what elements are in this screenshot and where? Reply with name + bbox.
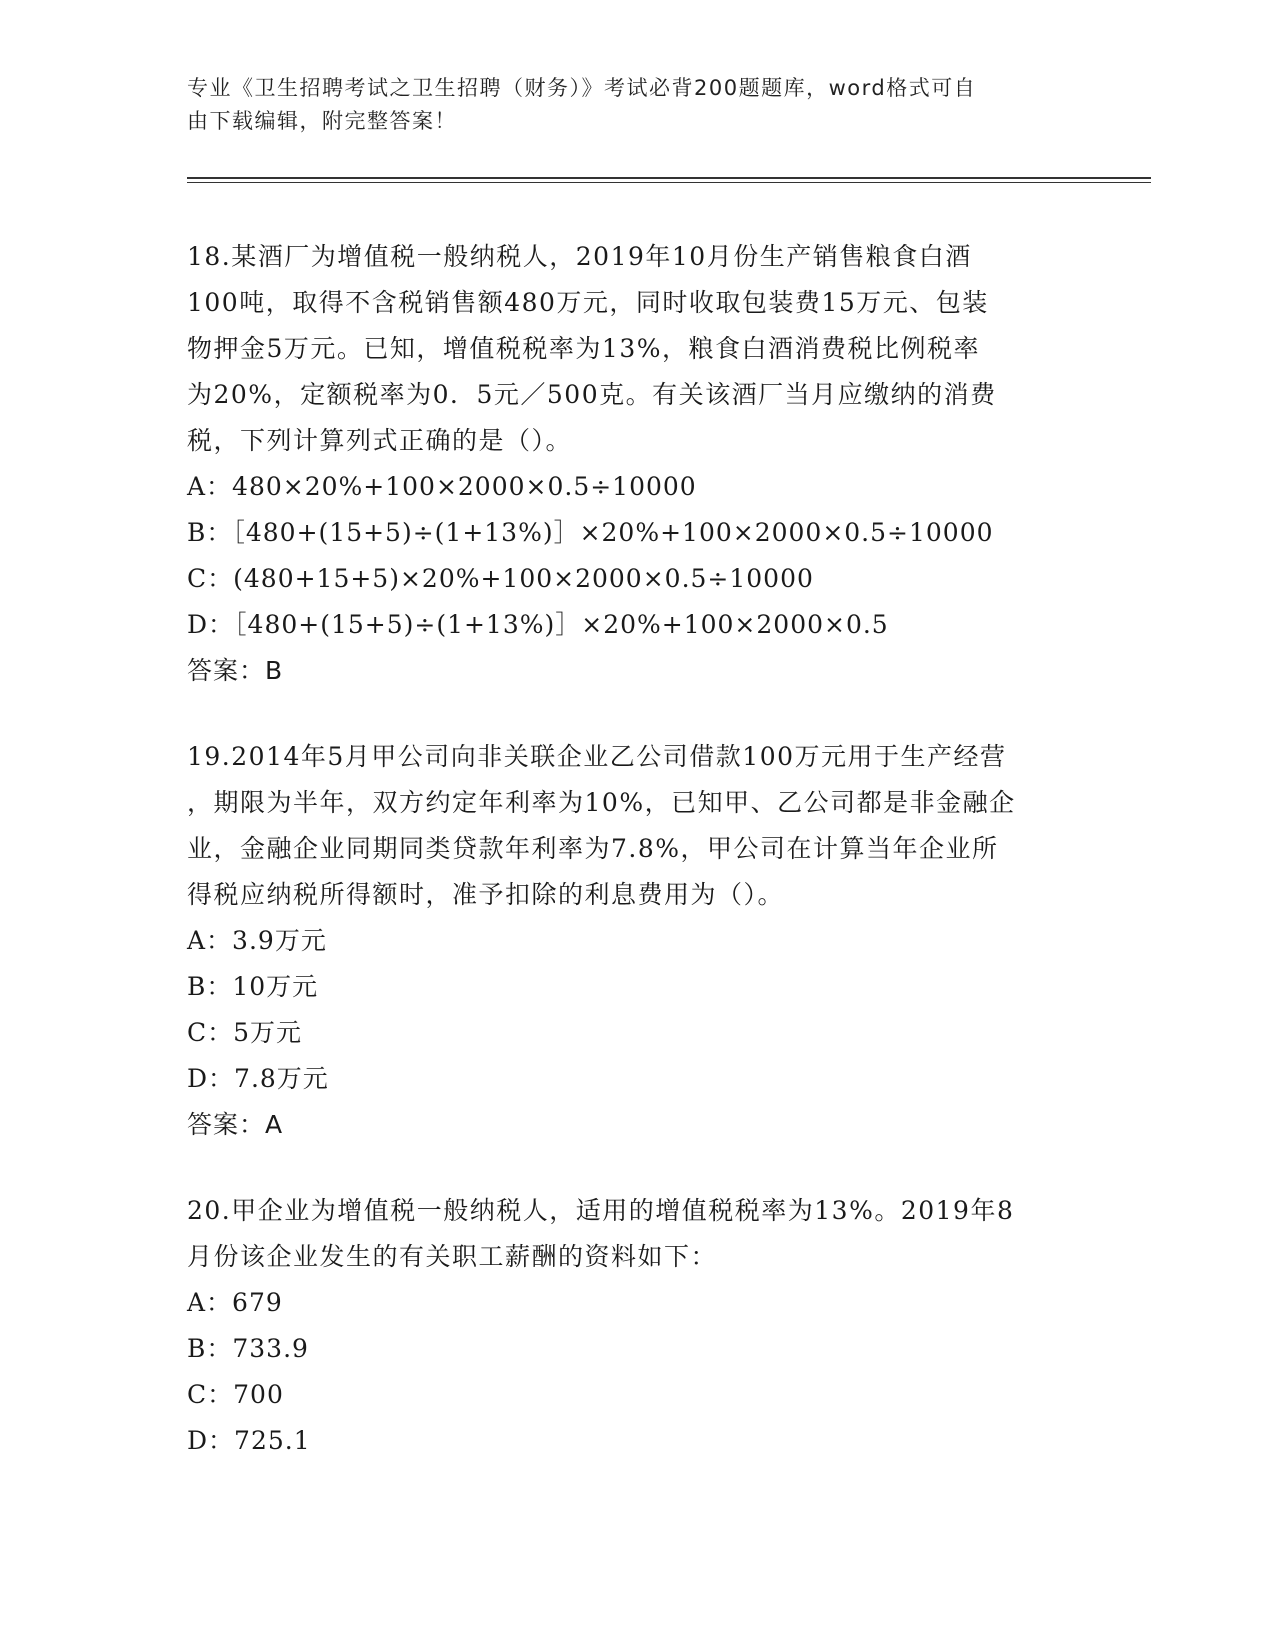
- option-c: C：(480+15+5)×20%+100×2000×0.5÷10000: [187, 564, 814, 593]
- stem-line: 物押金5万元。已知，增值税税率为13%，粮食白酒消费税比例税率: [187, 334, 980, 363]
- option-c: C：5万元: [187, 1018, 303, 1047]
- stem-line: 19.2014年5月甲公司向非关联企业乙公司借款100万元用于生产经营: [187, 742, 1007, 771]
- answer: 答案：A: [187, 1110, 284, 1139]
- stem-line: 月份该企业发生的有关职工薪酬的资料如下：: [187, 1242, 718, 1271]
- answer: 答案：B: [187, 656, 284, 685]
- option-b: B：10万元: [187, 972, 319, 1001]
- option-a: A：480×20%+100×2000×0.5÷10000: [187, 472, 697, 501]
- option-b: B：733.9: [187, 1334, 309, 1363]
- option-c: C：700: [187, 1380, 284, 1409]
- question-18: [187, 234, 1087, 694]
- header-line-1: 专业《卫生招聘考试之卫生招聘（财务）》考试必背200题题库，word格式可自: [187, 76, 977, 100]
- question-stem: [187, 234, 1087, 464]
- stem-line: 业，金融企业同期同类贷款年利率为7.8%，甲公司在计算当年企业所: [187, 834, 999, 863]
- option-a: A：679: [187, 1288, 283, 1317]
- option-b: B：［480+(15+5)÷(1+13%)］×20%+100×2000×0.5÷10000: [187, 518, 994, 547]
- header-divider-thick: [187, 177, 1151, 179]
- question-list: [187, 234, 1087, 1504]
- option-d: D：7.8万元: [187, 1064, 329, 1093]
- option-a: A：3.9万元: [187, 926, 327, 955]
- question-stem: [187, 1188, 1087, 1280]
- stem-line: 得税应纳税所得额时，准予扣除的利息费用为（）。: [187, 880, 785, 909]
- stem-line: 为20%，定额税率为0．5元／500克。有关该酒厂当月应缴纳的消费: [187, 380, 997, 409]
- header-line-2: 由下载编辑，附完整答案！: [187, 109, 457, 133]
- option-list: [187, 918, 1087, 1102]
- stem-line: 100吨，取得不含税销售额480万元，同时收取包装费15万元、包装: [187, 288, 989, 317]
- option-d: D：［480+(15+5)÷(1+13%)］×20%+100×2000×0.5: [187, 610, 889, 639]
- option-list: [187, 464, 1087, 648]
- stem-line: 18.某酒厂为增值税一般纳税人，2019年10月份生产销售粮食白酒: [187, 242, 972, 271]
- stem-line: 税，下列计算列式正确的是（）。: [187, 426, 573, 455]
- option-list: [187, 1280, 1087, 1464]
- stem-line: 20.甲企业为增值税一般纳税人，适用的增值税税率为13%。2019年8: [187, 1196, 1015, 1225]
- header-divider-thin: [187, 182, 1151, 183]
- document-header: [187, 72, 1087, 138]
- question-19: [187, 734, 1087, 1148]
- question-20: [187, 1188, 1087, 1464]
- option-d: D：725.1: [187, 1426, 311, 1455]
- stem-line: ，期限为半年，双方约定年利率为10%，已知甲、乙公司都是非金融企: [187, 788, 1016, 817]
- question-stem: [187, 734, 1087, 918]
